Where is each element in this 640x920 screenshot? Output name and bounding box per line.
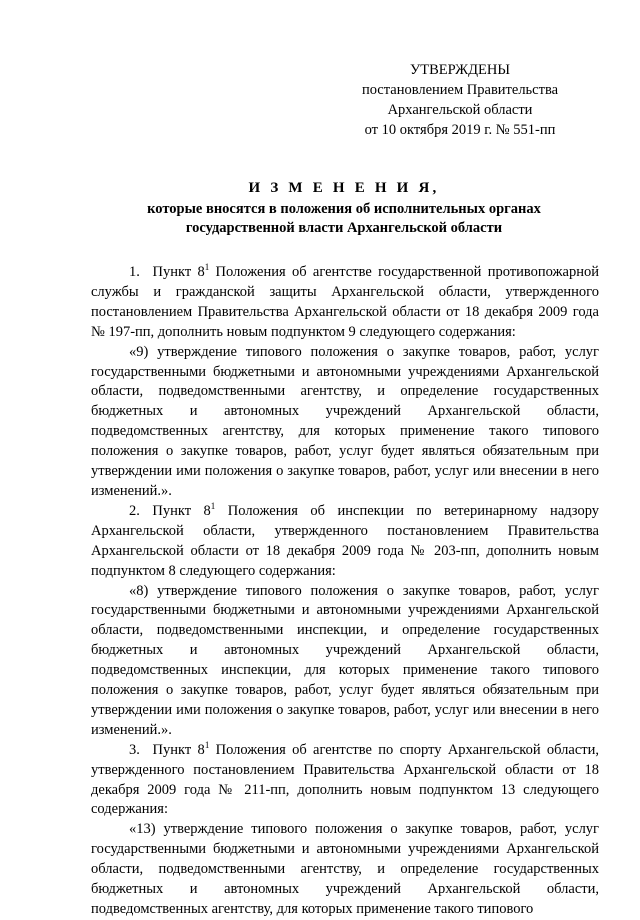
item-quote: «13) утверждение типового положения о закупке товаров, работ, услуг государственными бюджетными и автономными учреждениями Архангельской области, подведомственными агентству, и определение государственных бюджетных и автономных учреждений Архангельской области, подведомственных агентству, для которых применение такого типового	[91, 821, 599, 917]
document-subtitle-line-2: государственной власти Архангельской области	[185, 220, 503, 236]
approval-line-3: Архангельской области	[387, 102, 533, 118]
approval-line-4: от 10 октября 2019 г. № 551-пп	[364, 122, 556, 138]
item-quote: «8) утверждение типового положения о закупке товаров, работ, услуг государственными бюджетными и автономными учреждениями Архангельской области, подведомственными инспекции, и определение государственных бюджетных и автономных учреждений Архангельской области, подведомственных инспекции, для которых применение такого типового положения о закупке товаров, работ, услуг будет являться обязательным при утверждении ими положения о закупке товаров, работ, услуг или внесении в него изменений.».	[91, 582, 599, 738]
item-paragraph	[91, 502, 599, 582]
item-paragraph	[91, 741, 599, 821]
item-sup: 1	[204, 262, 210, 272]
item-sup: 1	[204, 739, 210, 750]
item-quote: «9) утверждение типового положения о закупке товаров, работ, услуг государственными бюджетными и автономными учреждениями Архангельской области, подведомственными агентству, и определение государственных бюджетных и автономных учреждений Архангельской области, подведомственных агентству, для которых применение такого типового положения о закупке товаров, работ, услуг будет являться обязательным при утверждении ими положения о закупке товаров, работ, услуг или внесении в него изменений.».	[91, 343, 599, 499]
approval-stamp	[340, 60, 580, 140]
item-number: 3.	[129, 741, 140, 758]
item-number: 1.	[129, 264, 140, 280]
item-sup: 1	[210, 500, 216, 511]
item-number: 2.	[129, 502, 140, 519]
item-lead: Пункт 8	[152, 741, 205, 758]
item-lead: Пункт 8	[152, 502, 211, 519]
item-lead: Пункт 8	[152, 264, 205, 280]
document-body	[91, 263, 599, 920]
item-paragraph	[91, 263, 599, 343]
item-text: Положения об агентстве государственной противопожарной службы и гражданской защиты Архангельской области, утвержденного постановлением Правительства Архангельской области от 18 декабря 2009 года № 197-пп, дополнить новым подпунктом 9 следующего содержания:	[91, 264, 600, 340]
document-title: И З М Е Н Е Н И Я,	[248, 180, 440, 196]
item-text: Положения об инспекции по ветеринарному надзору Архангельской области, утвержденного постановлением Правительства Архангельской области от 18 декабря 2009 года № 203-пп, дополнить новым подпунктом 8 следующего содержания:	[91, 502, 600, 579]
approval-line-1: УТВЕРЖДЕНЫ	[409, 62, 511, 78]
document-subtitle-line-1: которые вносятся в положения об исполнительных органах	[147, 201, 541, 217]
approval-line-2: постановлением Правительства	[361, 82, 559, 98]
item-text: Положения об агентстве по спорту Архангельской области, утвержденного постановлением Правительства Архангельской области от 18 декабря 2009 года № 211-пп, дополнить новым подпунктом 13 следующего содержания:	[91, 741, 600, 818]
